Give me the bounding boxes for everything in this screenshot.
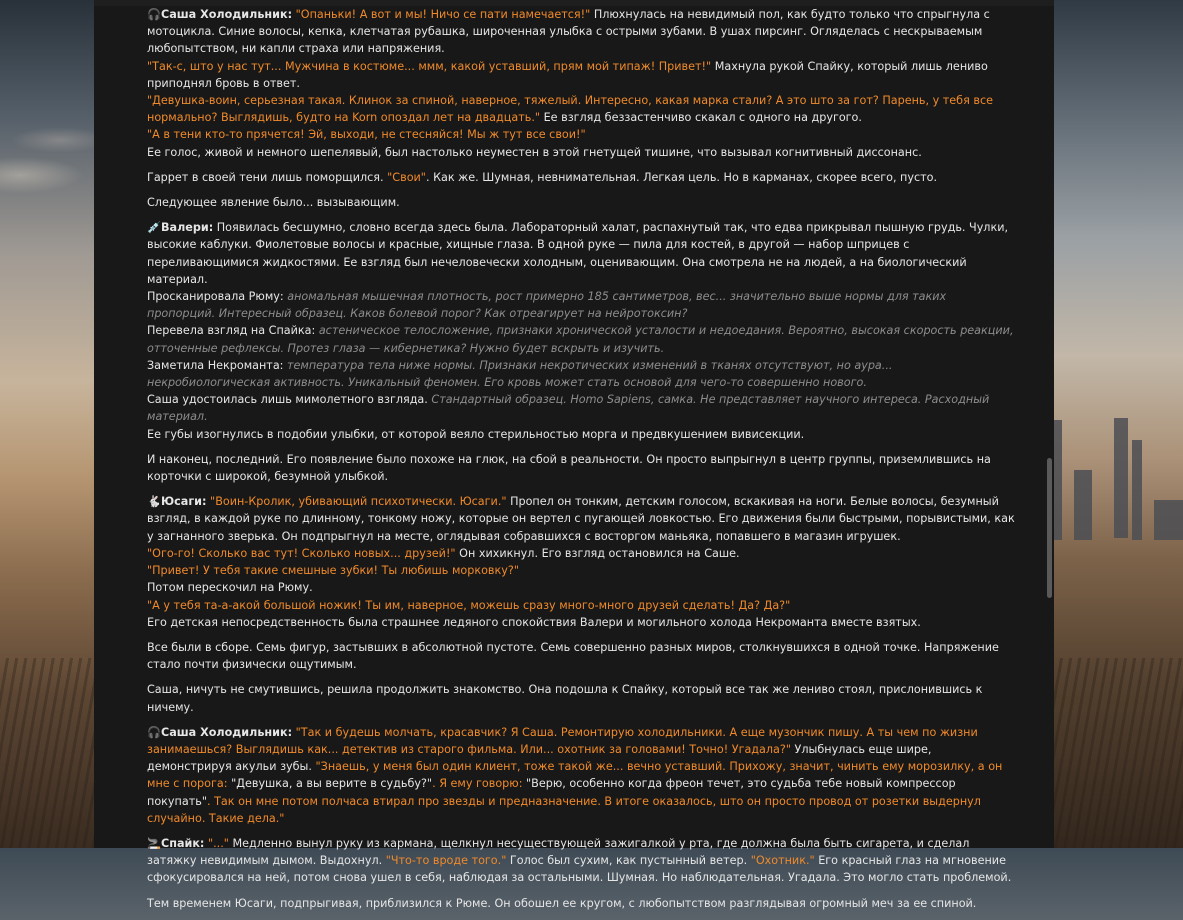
background-ground bbox=[1054, 658, 1183, 848]
dialogue: "Охотник." bbox=[750, 854, 815, 868]
syringe-icon: 💉 bbox=[147, 221, 161, 235]
speaker-name: Саша Холодильник: bbox=[161, 725, 293, 739]
paragraph: Все были в сборе. Семь фигур, застывших в абсолютной пустоте. Семь совершенно разных миров, столкнувшихся в одной точке. Напряжение стало почти физически ощутимым. bbox=[147, 640, 999, 672]
dialogue: "Воин-Кролик, убивающий психотически. Юсаги." bbox=[210, 495, 507, 509]
narration: Перевела взгляд на Спайка: bbox=[147, 324, 319, 338]
narration: Просканировала Рюму: bbox=[147, 290, 288, 304]
narration: Потом перескочил на Рюму. bbox=[147, 581, 313, 595]
bg-tower bbox=[1074, 470, 1092, 540]
narration: Улыбнулась еще шире, демонстрируя акульи зубы. bbox=[147, 742, 932, 774]
narration: Ее взгляд беззастенчиво скакал с одного на другого. bbox=[540, 111, 862, 125]
narration: Махнула рукой Спайку, который лишь лениво приподнял бровь в ответ. bbox=[147, 59, 988, 90]
dialogue: . Я ему говорю: bbox=[432, 777, 527, 791]
thought: Стандартный образец. Homo Sapiens, самка. Не представляет научного интереса. Расходный материал. bbox=[147, 393, 990, 424]
dialogue: "А у тебя та-а-акой большой ножик! Ты им, наверное, можешь сразу много-много друзей сделать! Да? Да?" bbox=[147, 598, 791, 612]
background-ground bbox=[0, 658, 94, 848]
narration: Его красный глаз на мгновение сфокусировался на ней, потом снова ушел в себя, наблюдая за остальными. Шумная. Но наблюдательная. Угадала. Это могло стать проблемой. bbox=[147, 854, 1012, 885]
paragraph bbox=[147, 169, 1017, 186]
headphones-icon: 🎧 bbox=[147, 8, 161, 21]
background-left bbox=[0, 0, 94, 848]
narration: Его детская непосредственность была страшнее ледяного спокойствия Валери и могильного холода Некроманта вместе взятых. bbox=[147, 615, 921, 629]
dialogue: "Девушка-воин, серьезная такая. Клинок за спиной, наверное, тяжелый. Интересно, какая марка стали? А это што за гот? Парень, у тебя все нормально? Выглядишь, будто на Korn опоздал лет на двадцать." bbox=[147, 94, 993, 125]
dialogue: "Знаешь, у меня был один клиент, тоже такой же... вечно уставший. Прихожу, значит, чинить ему морозилку, а он мне с порога: bbox=[147, 760, 1003, 791]
thought: температура тела ниже нормы. Признаки некротических изменений в тканях отсутствуют, но аура... некробиологическая активность. Уникальный феномен. Его кровь может стать основой для чего-то совершенно нового. bbox=[147, 358, 893, 390]
narration: Голос был сухим, как пустынный ветер. bbox=[506, 854, 751, 868]
paragraph bbox=[147, 724, 1017, 827]
rabbit-icon: 🐇 bbox=[147, 495, 161, 509]
dialogue: "..." bbox=[207, 836, 229, 850]
paragraph: Саша, ничуть не смутившись, решила продолжить знакомство. Она подошла к Спайку, который все так же лениво стоял, прислонившись к ничему. bbox=[147, 683, 983, 714]
paragraph bbox=[147, 6, 1017, 161]
paragraph: Тем временем Юсаги, подпрыгивая, приблизился к Рюме. Он обошел ее кругом, с любопытством разглядывая огромный меч за ее спиной. bbox=[147, 896, 977, 910]
narration: Ее голос, живой и немного шепелявый, был настолько неуместен в этой гнетущей тишине, что вызывал когнитивный диссонанс. bbox=[147, 145, 922, 159]
dialogue: "Привет! У тебя такие смешные зубки! Ты любишь морковку?" bbox=[147, 564, 519, 578]
dialogue: "Опаньки! А вот и мы! Ничо се пати намечается!" bbox=[295, 8, 591, 21]
speaker-name: Саша Холодильник: bbox=[161, 8, 293, 21]
chat-panel bbox=[94, 0, 1054, 910]
speaker-name: Спайк: bbox=[161, 836, 205, 850]
dialogue: "Так-с, што у нас тут... Мужчина в костюме... ммм, какой уставший, прям мой типаж! Привет!" bbox=[147, 59, 712, 73]
dialogue: "А в тени кто-то прячется! Эй, выходи, не стесняйся! Мы ж тут все свои!" bbox=[147, 128, 586, 142]
narration: Появилась бесшумно, словно всегда здесь была. Лабораторный халат, распахнутый так, что едва прикрывал пышную грудь. Чулки, высокие каблуки. Фиолетовые волосы и красные, хищные глаза. В одной руке — пила для костей, в другой — набор шприцев с переливающимися жидкостями. Ее взгляд был нечеловечески холодным, оценивающим. Она смотрела не на людей, а на биологический материал. bbox=[147, 221, 1009, 286]
narration: . Как же. Шумная, невнимательная. Легкая цель. Но в карманах, скорее всего, пусто. bbox=[425, 170, 938, 184]
narration: "Девушка, а вы верите в судьбу?" bbox=[231, 777, 433, 791]
narration: Он хихикнул. Его взгляд остановился на Саше. bbox=[455, 546, 740, 560]
narration: Ее губы изогнулись в подобии улыбки, от которой веяло стерильностью морга и предвкушением вивисекции. bbox=[147, 427, 805, 441]
narration: Пропел он тонким, детским голосом, вскакивая на ноги. Белые волосы, безумный взгляд, в каждой руке по длинному, тонкому ножу, которые он вертел с пугающей ловкостью. Его движения были быстрыми, порывистыми, как у загнанного зверька. Он подпрыгнул на месте, оглядывая собравшихся с восторгом маньяка, попавшего в магазин игрушек. bbox=[147, 495, 1015, 543]
narration: Плюхнулась на невидимый пол, как будто только что спрыгнула с мотоцикла. Синие волосы, кепка, клетчатая рубашка, широченная улыбка с острыми зубами. В ушах пирсинг. Огляделась с нескрываемым любопытством, ни капли страха или напряжения. bbox=[147, 8, 990, 56]
bg-tower bbox=[1154, 500, 1183, 540]
paragraph: Следующее явление было... вызывающим. bbox=[147, 196, 400, 210]
narration: Саша удостоилась лишь мимолетного взгляда. bbox=[147, 393, 432, 407]
headphones-icon: 🎧 bbox=[147, 725, 161, 739]
bg-tower bbox=[1114, 418, 1128, 538]
narration: "Верю, особенно когда фреон течет, это судьба тебе новый компрессор покупать" bbox=[147, 777, 956, 808]
dialogue: . Так он мне потом полчаса втирал про звезды и предназначение. В итоге оказалось, што он просто провод от розетки выдернул случайно. Такие дела." bbox=[147, 794, 981, 825]
bg-tower bbox=[1054, 420, 1062, 540]
scrollbar-track[interactable] bbox=[1046, 0, 1054, 848]
dialogue: "Что-то вроде того." bbox=[385, 854, 507, 868]
narration: Гаррет в своей тени лишь поморщился. bbox=[147, 170, 388, 184]
bg-tower bbox=[1132, 440, 1142, 540]
scrollbar-thumb[interactable] bbox=[1047, 458, 1052, 598]
dialogue: "Ого-го! Сколько вас тут! Сколько новых... друзей!" bbox=[147, 546, 456, 560]
thought: астеническое телосложение, признаки хронической усталости и недоедания. Вероятно, высокая скорость реакции, отточенные рефлексы. Протез глаза — кибернетика? Нужно будет вскрыть и изучить. bbox=[147, 324, 1014, 355]
narration: Медленно вынул руку из кармана, щелкнул несуществующей зажигалкой у рта, где должна была быть сигарета, и сделал затяжку невидимым дымом. Выдохнул. bbox=[147, 836, 970, 868]
narration: Заметила Некроманта: bbox=[147, 358, 288, 372]
speaker-name: Юсаги: bbox=[161, 495, 207, 509]
thought: аномальная мышечная плотность, рост примерно 185 сантиметров, вес... значительно выше нормы для таких пропорций. Интересный образец. Каков болевой порог? Как отреагирует на нейротоксин? bbox=[147, 290, 947, 321]
cigarette-icon: 🚬 bbox=[147, 836, 161, 850]
paragraph bbox=[147, 835, 1017, 887]
message-content bbox=[147, 6, 1017, 920]
background-right bbox=[1054, 0, 1183, 848]
speaker-name: Валери: bbox=[161, 221, 214, 235]
dialogue: "Свои" bbox=[387, 170, 426, 184]
dialogue: "Так и будешь молчать, красавчик? Я Саша. Ремонтирую холодильники. А еще музончик пишу. А ты чем по жизни занимаешься? Выглядишь как... детектив из старого фильма. Или... охотник за головами! Точно! Угадала?" bbox=[147, 725, 978, 756]
paragraph bbox=[147, 219, 1017, 443]
paragraph: И наконец, последний. Его появление было похоже на глюк, на сбой в реальности. Он просто выпрыгнул в центр группы, приземлившись на корточки с широкой, безумной улыбкой. bbox=[147, 452, 991, 484]
paragraph bbox=[147, 493, 1017, 631]
